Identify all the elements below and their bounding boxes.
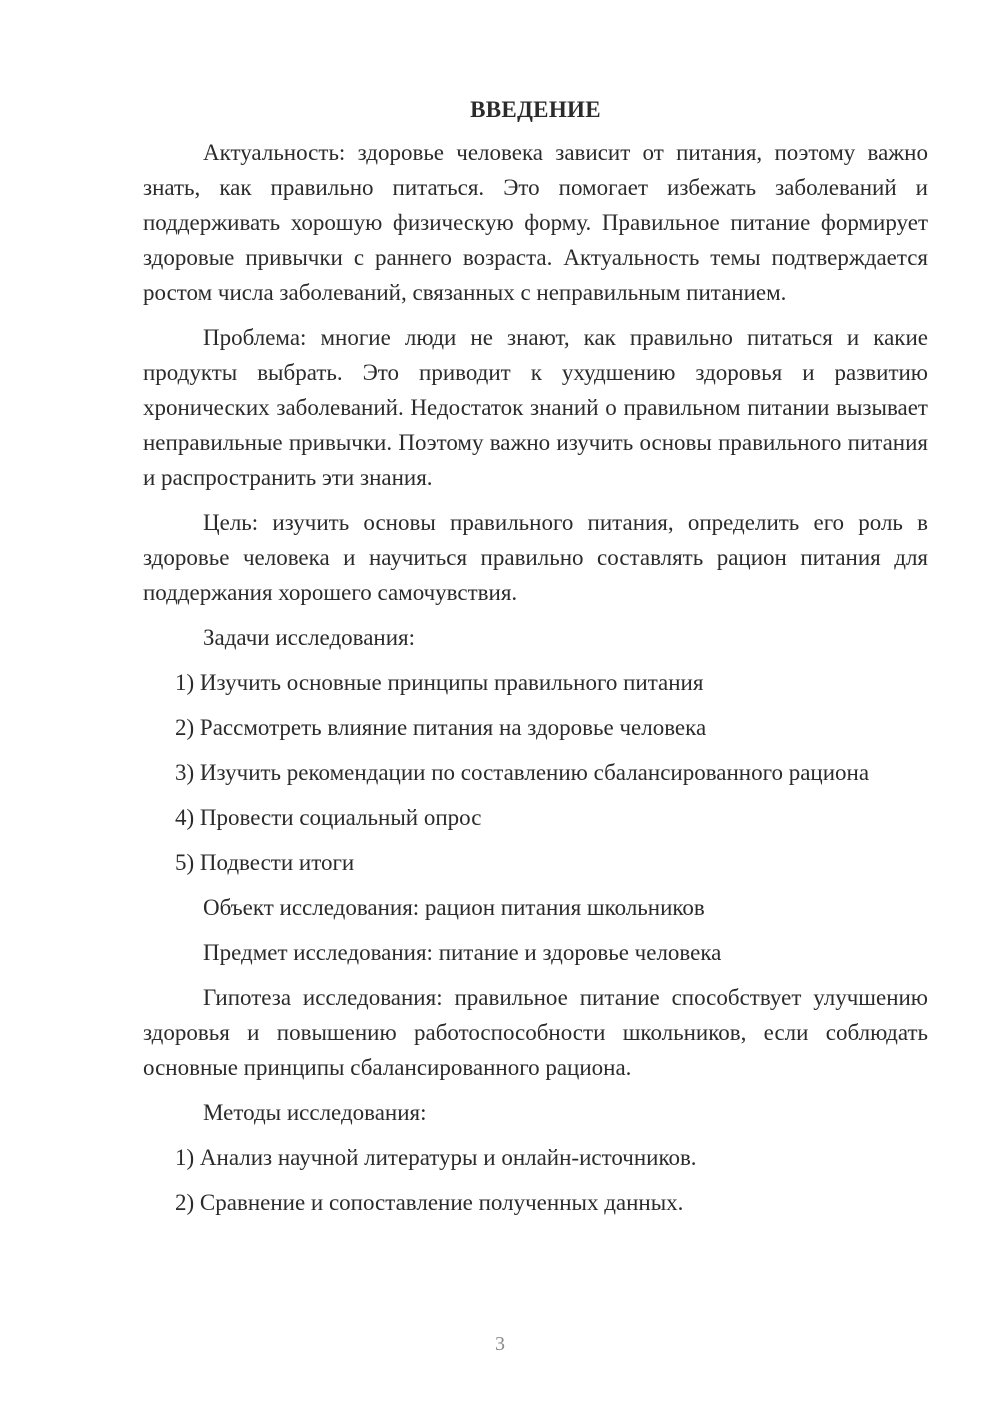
- task-item-5: 5) Подвести итоги: [175, 850, 355, 875]
- task-item-4: 4) Провести социальный опрос: [175, 805, 482, 830]
- tasks-heading: Задачи исследования:: [203, 625, 416, 650]
- method-item-2: 2) Сравнение и сопоставление полученных данных.: [175, 1190, 684, 1215]
- document-title: ВВЕДЕНИЕ: [470, 97, 601, 122]
- task-item-2: 2) Рассмотреть влияние питания на здоровье человека: [175, 715, 707, 740]
- hypothesis-paragraph: Гипотеза исследования: правильное питание способствует улучшению здоровья и повышению работоспособности школьников, если соблюдать основные принципы сбалансированного рациона.: [143, 985, 928, 1080]
- task-item-3: 3) Изучить рекомендации по составлению сбалансированного рациона: [175, 760, 870, 785]
- method-item-1: 1) Анализ научной литературы и онлайн-источников.: [175, 1145, 697, 1170]
- problem-paragraph: Проблема: многие люди не знают, как правильно питаться и какие продукты выбрать. Это приводит к ухудшению здоровья и развитию хронических заболеваний. Недостаток знаний о правильном питании вызывает неправильные привычки. Поэтому важно изучить основы правильного питания и распространить эти знания.: [143, 325, 928, 490]
- page-number: 3: [495, 1333, 505, 1355]
- subject-line: Предмет исследования: питание и здоровье человека: [203, 940, 722, 965]
- methods-heading: Методы исследования:: [203, 1100, 427, 1125]
- goal-paragraph: Цель: изучить основы правильного питания, определить его роль в здоровье человека и научиться правильно составлять рацион питания для поддержания хорошего самочувствия.: [143, 510, 928, 605]
- object-line: Объект исследования: рацион питания школьников: [203, 895, 705, 920]
- task-item-1: 1) Изучить основные принципы правильного питания: [175, 670, 704, 695]
- document-page: [143, 92, 928, 1230]
- actuality-paragraph: Актуальность: здоровье человека зависит от питания, поэтому важно знать, как правильно питаться. Это помогает избежать заболеваний и поддерживать хорошую физическую форму. Правильное питание формирует здоровые привычки с раннего возраста. Актуальность темы подтверждается ростом числа заболеваний, связанных с неправильным питанием.: [143, 140, 928, 305]
